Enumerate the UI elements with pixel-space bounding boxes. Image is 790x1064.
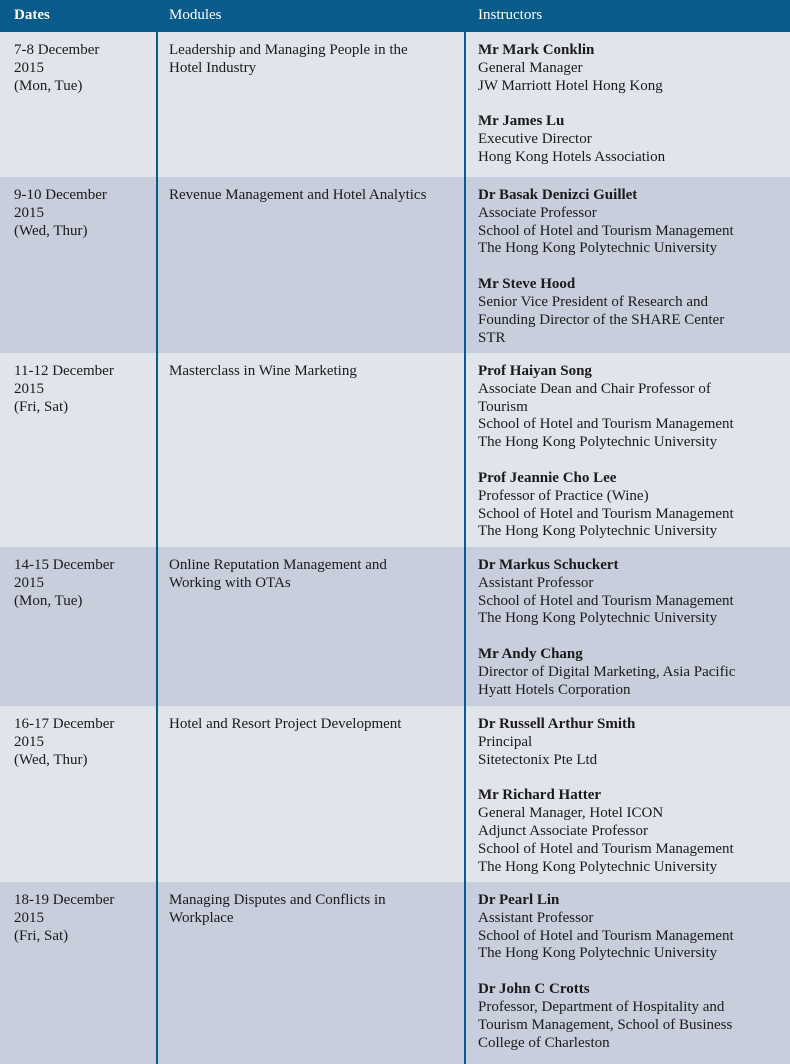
- instructor: [478, 787, 783, 876]
- module-cell: [169, 42, 459, 78]
- module-line: Workplace: [169, 909, 234, 926]
- instructors-cell: [478, 42, 783, 167]
- instructor-name: Mr Steve Hood: [478, 276, 576, 293]
- instructor: [478, 557, 783, 628]
- instructor-title-line: Assistant Professor: [478, 909, 594, 926]
- date-line: 2015: [14, 733, 44, 750]
- instructor-name: Mr Richard Hatter: [478, 787, 602, 804]
- date-cell: [14, 716, 154, 769]
- instructor-name: Dr Russell Arthur Smith: [478, 716, 636, 732]
- header-dates: Dates: [14, 7, 50, 23]
- date-line: (Wed, Thur): [14, 222, 88, 239]
- instructor-title-line: Hyatt Hotels Corporation: [478, 681, 631, 698]
- date-line: 14-15 December: [14, 557, 115, 573]
- instructor: [478, 42, 783, 95]
- instructor-title-line: Professor of Practice (Wine): [478, 487, 649, 504]
- instructors-cell: [478, 557, 783, 700]
- module-cell: [169, 363, 459, 381]
- instructor-title-line: The Hong Kong Polytechnic University: [478, 858, 718, 875]
- instructor-title-line: The Hong Kong Polytechnic University: [478, 610, 718, 627]
- instructor: [478, 276, 783, 347]
- module-line: Online Reputation Management and: [169, 557, 387, 573]
- instructor-title-line: Tourism: [478, 398, 528, 415]
- date-line: (Fri, Sat): [14, 398, 69, 415]
- date-line: (Fri, Sat): [14, 927, 69, 944]
- module-line: Revenue Management and Hotel Analytics: [169, 187, 427, 203]
- instructor-title-line: The Hong Kong Polytechnic University: [478, 434, 718, 451]
- instructor-title-line: Principal: [478, 733, 533, 750]
- instructor-title-line: Senior Vice President of Research and: [478, 293, 709, 310]
- instructor: [478, 646, 783, 699]
- column-divider: [464, 32, 466, 1064]
- module-line: Hotel and Resort Project Development: [169, 716, 402, 732]
- module-cell: [169, 892, 459, 928]
- date-line: 18-19 December: [14, 892, 115, 908]
- instructor-title-line: College of Charleston: [478, 1034, 610, 1051]
- date-line: 9-10 December: [14, 187, 107, 203]
- table-row: [0, 177, 790, 353]
- instructor-name: Mr Andy Chang: [478, 646, 583, 663]
- instructor-name: Dr Markus Schuckert: [478, 557, 619, 573]
- table-row: [0, 882, 790, 1064]
- table-header: [0, 0, 790, 32]
- date-line: 11-12 December: [14, 363, 114, 379]
- instructor-title-line: School of Hotel and Tourism Management: [478, 505, 734, 522]
- date-line: 2015: [14, 574, 44, 591]
- module-line: Hotel Industry: [169, 59, 257, 76]
- instructor: [478, 716, 783, 769]
- instructor-name: Mr Mark Conklin: [478, 42, 595, 58]
- instructor-title-line: School of Hotel and Tourism Management: [478, 840, 734, 857]
- date-line: 2015: [14, 59, 44, 76]
- instructor-title-line: Assistant Professor: [478, 574, 594, 591]
- instructor-title-line: School of Hotel and Tourism Management: [478, 222, 734, 239]
- module-line: Masterclass in Wine Marketing: [169, 363, 357, 379]
- instructor-title-line: The Hong Kong Polytechnic University: [478, 240, 718, 257]
- instructor-title-line: Adjunct Associate Professor: [478, 822, 648, 839]
- table-row: [0, 547, 790, 706]
- instructor-title-line: School of Hotel and Tourism Management: [478, 592, 734, 609]
- instructor-title-line: Executive Director: [478, 131, 592, 148]
- instructor: [478, 892, 783, 963]
- instructors-cell: [478, 187, 783, 347]
- instructor-title-line: The Hong Kong Polytechnic University: [478, 523, 718, 540]
- instructors-cell: [478, 892, 783, 1052]
- instructor-name: Prof Haiyan Song: [478, 363, 592, 379]
- column-divider: [156, 32, 158, 1064]
- instructor-title-line: Sitetectonix Pte Ltd: [478, 751, 598, 768]
- instructor-title-line: General Manager: [478, 59, 583, 76]
- date-cell: [14, 42, 154, 95]
- date-line: (Wed, Thur): [14, 751, 88, 768]
- instructors-cell: [478, 363, 783, 541]
- instructor-title-line: Hong Kong Hotels Association: [478, 148, 666, 165]
- table-row: [0, 353, 790, 547]
- instructors-cell: [478, 716, 783, 876]
- module-cell: [169, 557, 459, 593]
- instructor-title-line: Associate Dean and Chair Professor of: [478, 380, 711, 397]
- instructor-title-line: Tourism Management, School of Business: [478, 1016, 733, 1033]
- instructor-title-line: Founding Director of the SHARE Center: [478, 311, 725, 328]
- instructor-title-line: Director of Digital Marketing, Asia Pacific: [478, 663, 736, 680]
- date-line: 2015: [14, 909, 44, 926]
- date-line: 2015: [14, 204, 44, 221]
- module-cell: [169, 716, 459, 734]
- module-line: Working with OTAs: [169, 574, 291, 591]
- module-line: Leadership and Managing People in the: [169, 42, 408, 58]
- date-cell: [14, 892, 154, 945]
- date-line: 2015: [14, 380, 44, 397]
- table-row: [0, 32, 790, 177]
- date-cell: [14, 363, 154, 416]
- instructor: [478, 187, 783, 258]
- instructor-title-line: Professor, Department of Hospitality and: [478, 998, 725, 1015]
- instructor-title-line: JW Marriott Hotel Hong Kong: [478, 77, 663, 94]
- date-line: (Mon, Tue): [14, 77, 83, 94]
- instructor: [478, 981, 783, 1052]
- instructor-title-line: STR: [478, 329, 506, 346]
- module-cell: [169, 187, 459, 205]
- instructor-name: Dr John C Crotts: [478, 981, 590, 998]
- instructor-name: Prof Jeannie Cho Lee: [478, 469, 617, 486]
- instructor-title-line: General Manager, Hotel ICON: [478, 805, 664, 822]
- date-line: (Mon, Tue): [14, 592, 83, 609]
- instructor-title-line: The Hong Kong Polytechnic University: [478, 945, 718, 962]
- date-line: 16-17 December: [14, 716, 115, 732]
- header-modules: Modules: [169, 7, 222, 23]
- header-instructors: Instructors: [478, 7, 543, 23]
- instructor: [478, 113, 783, 166]
- date-line: 7-8 December: [14, 42, 100, 58]
- instructor-name: Dr Pearl Lin: [478, 892, 560, 908]
- instructor-name: Mr James Lu: [478, 113, 565, 130]
- instructor-title-line: Associate Professor: [478, 204, 597, 221]
- date-cell: [14, 187, 154, 240]
- instructor-title-line: School of Hotel and Tourism Management: [478, 927, 734, 944]
- instructor-title-line: School of Hotel and Tourism Management: [478, 416, 734, 433]
- table-row: [0, 706, 790, 882]
- module-line: Managing Disputes and Conflicts in: [169, 892, 386, 908]
- instructor: [478, 363, 783, 452]
- instructor-name: Dr Basak Denizci Guillet: [478, 187, 638, 203]
- date-cell: [14, 557, 154, 610]
- instructor: [478, 470, 783, 541]
